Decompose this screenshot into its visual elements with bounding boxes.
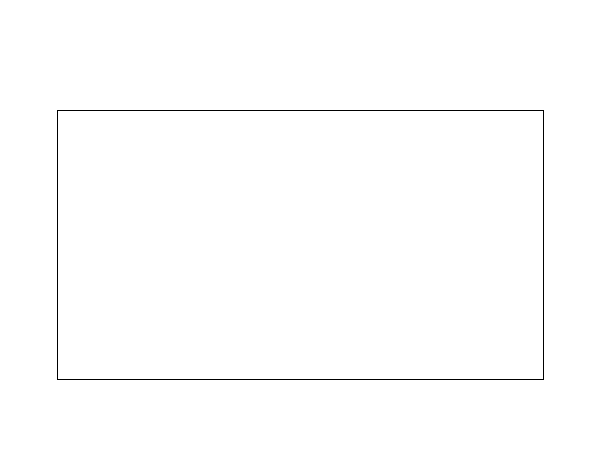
calendar-grid (57, 110, 544, 380)
weekday-header (57, 100, 544, 110)
footer-legend (88, 391, 118, 405)
